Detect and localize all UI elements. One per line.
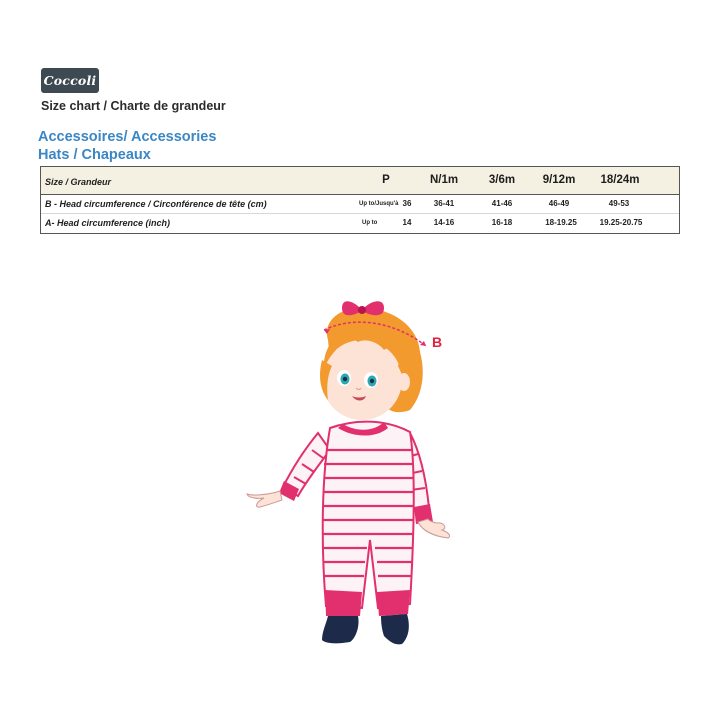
size-header-9-12m: 9/12m <box>542 174 576 186</box>
table-header-row <box>41 167 679 195</box>
value-cm-p: 36 <box>402 199 412 208</box>
category-accessories: Accessoires/ Accessories <box>38 129 217 145</box>
value-cm-9-12m: 46-49 <box>548 199 570 208</box>
size-column-header: Size / Grandeur <box>45 177 112 187</box>
value-cm-newborn: 36-41 <box>433 199 455 208</box>
page-subtitle: Size chart / Charte de grandeur <box>41 99 226 113</box>
value-inch-18-24m: 19.25-20.75 <box>599 218 643 227</box>
row-label-inch: A- Head circumference (inch) <box>45 218 171 228</box>
table-row <box>41 214 679 233</box>
value-cm-18-24m: 49-53 <box>608 199 630 208</box>
size-header-3-6m: 3/6m <box>488 174 516 186</box>
size-header-newborn: N/1m <box>429 174 459 186</box>
category-hats: Hats / Chapeaux <box>38 147 151 163</box>
measurement-label-b: B <box>432 334 443 350</box>
value-inch-9-12m: 18-19.25 <box>545 218 577 227</box>
value-cm-3-6m: 41-46 <box>491 199 513 208</box>
value-inch-3-6m: 16-18 <box>491 218 513 227</box>
value-inch-newborn: 14-16 <box>433 218 455 227</box>
brand-logo: Coccoli <box>41 68 99 93</box>
size-header-18-24m: 18/24m <box>600 174 640 186</box>
size-header-p: P <box>382 174 390 186</box>
table-row <box>41 195 679 214</box>
row-prefix-inch: Up to <box>362 220 378 226</box>
size-chart-table <box>40 166 680 234</box>
row-label-cm: B - Head circumference / Circonférence de tête (cm) <box>45 199 267 209</box>
row-prefix-cm: Up to/Jusqu'à <box>359 201 399 207</box>
value-inch-p: 14 <box>402 218 412 227</box>
